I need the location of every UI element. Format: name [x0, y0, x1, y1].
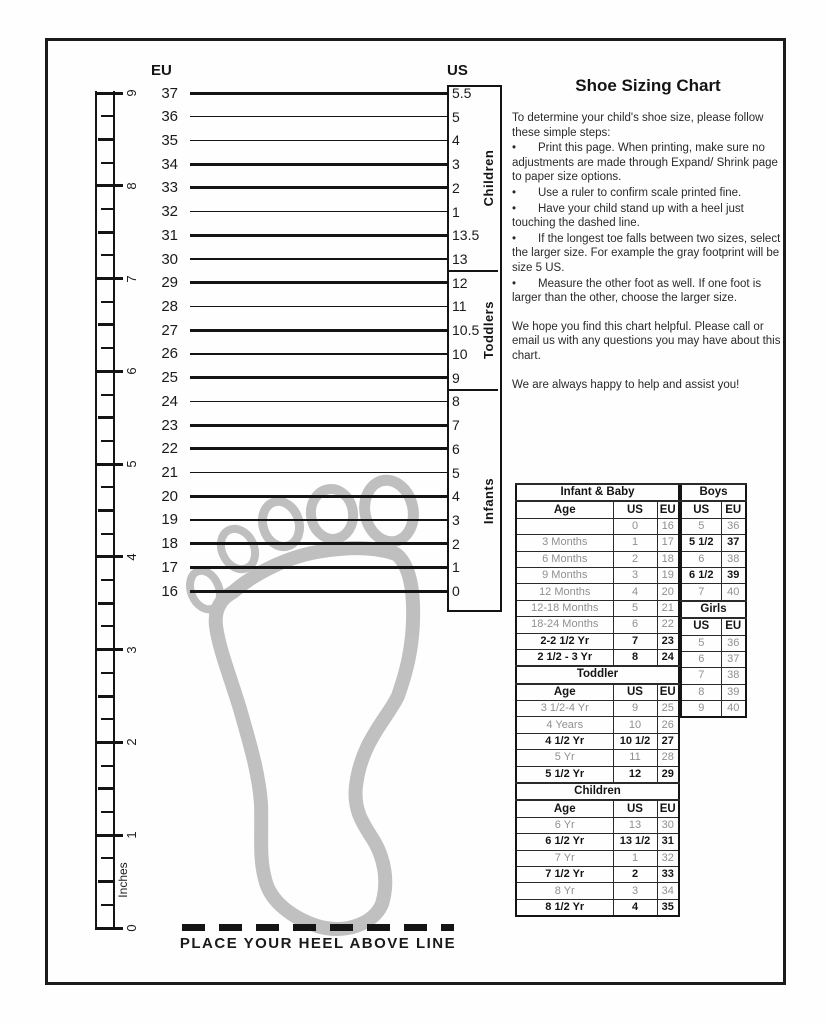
size-line-eu-35 — [190, 140, 447, 142]
heel-dashed-line — [182, 924, 454, 931]
size-line-eu-17 — [190, 566, 447, 569]
us-size-label-row-18: 2 — [452, 535, 460, 552]
ruler-number-1: 1 — [124, 831, 139, 839]
size-line-eu-16 — [190, 590, 447, 593]
table-cell: 37 — [721, 535, 746, 551]
eu-size-label-20: 20 — [161, 487, 178, 505]
table-cell: 13 1/2 — [613, 834, 657, 850]
table-cell: 39 — [721, 567, 746, 583]
table-row — [516, 817, 679, 833]
ruler-quarter-tick — [101, 208, 114, 210]
table-section-title-girls — [681, 601, 746, 618]
gray-footprint-graphic — [160, 455, 460, 945]
instruction-bullet-2: • Have your child stand up with a heel just touching the dashed line. — [512, 202, 744, 230]
us-size-label-row-34: 3 — [452, 156, 460, 173]
instructions-panel — [512, 76, 784, 393]
ruler-number-3: 3 — [124, 646, 139, 654]
table-cell: 9 Months — [516, 567, 613, 583]
table-cell: 29 — [657, 766, 679, 783]
ruler-quarter-tick — [101, 533, 114, 535]
table-cell: 4 — [613, 899, 657, 916]
ruler-quarter-tick — [101, 486, 114, 488]
header-cell-us: US — [613, 800, 657, 817]
table-cell: 8 — [613, 649, 657, 666]
instruction-bullet-3: • If the longest toe falls between two sizes, select the larger size. For example the gray footprint will be size 5 US. — [512, 232, 781, 274]
eu-size-label-22: 22 — [161, 440, 178, 458]
table-row — [516, 567, 679, 583]
table-cell: 13 — [613, 817, 657, 833]
eu-size-label-29: 29 — [161, 274, 178, 292]
eu-size-label-23: 23 — [161, 416, 178, 434]
header-cell-eu: EU — [721, 618, 746, 635]
size-line-eu-31 — [190, 234, 447, 237]
us-box-divider-0 — [449, 270, 498, 272]
table-cell: 8 Yr — [516, 883, 613, 899]
table-cell: 21 — [657, 600, 679, 616]
size-line-eu-20 — [190, 495, 447, 498]
table-header-row — [516, 501, 679, 518]
table-cell: 25 — [657, 701, 679, 717]
table-cell: 9 — [613, 701, 657, 717]
us-size-label-row-26: 10 — [452, 345, 468, 362]
us-size-label-row-24: 8 — [452, 393, 460, 410]
table-cell: 32 — [657, 850, 679, 866]
size-line-eu-30 — [190, 258, 447, 260]
us-size-label-row-22: 6 — [452, 440, 460, 457]
us-size-label-row-21: 5 — [452, 464, 460, 481]
table-cell: 3 — [613, 883, 657, 899]
age-group-label-toddlers: Toddlers — [481, 301, 496, 360]
eu-size-label-25: 25 — [161, 369, 178, 387]
table-cell: 5 — [613, 600, 657, 616]
table-cell: 8 1/2 Yr — [516, 899, 613, 916]
ruler-quarter-tick — [101, 857, 114, 859]
table-row — [681, 668, 746, 684]
instruction-bullet-0: • Print this page. When printing, make sure no adjustments are made through Expand/ Shrink page to paper size options. — [512, 142, 778, 184]
ruler-half-tick — [98, 695, 114, 698]
size-line-eu-21 — [190, 472, 447, 474]
header-cell-eu: EU — [721, 501, 746, 518]
us-size-label-row-30: 13 — [452, 251, 468, 268]
table-row — [516, 733, 679, 749]
ruler-quarter-tick — [101, 347, 114, 349]
eu-size-label-34: 34 — [161, 155, 178, 173]
table-cell: 2-2 1/2 Yr — [516, 633, 613, 649]
table-cell: 5 1/2 Yr — [516, 766, 613, 783]
table-cell: 7 — [681, 584, 721, 601]
table-header-row — [681, 618, 746, 635]
us-size-label-row-16: 0 — [452, 583, 460, 600]
ruler-major-tick-8 — [95, 184, 123, 187]
table-cell: 0 — [613, 518, 657, 534]
table-header-row — [516, 684, 679, 701]
size-line-eu-23 — [190, 424, 447, 427]
table-cell: 28 — [657, 750, 679, 766]
us-size-label-row-19: 3 — [452, 511, 460, 528]
header-cell-age: Age — [516, 501, 613, 518]
us-size-label-row-32: 1 — [452, 203, 460, 220]
ruler-number-8: 8 — [124, 182, 139, 190]
table-row — [516, 617, 679, 633]
instruction-bullet-list — [512, 141, 784, 306]
table-cell: 9 — [681, 701, 721, 718]
section-title-cell: Boys — [681, 484, 746, 501]
eu-size-label-28: 28 — [161, 297, 178, 315]
table-cell: 12-18 Months — [516, 600, 613, 616]
table-row — [516, 535, 679, 551]
table-cell: 19 — [657, 567, 679, 583]
section-title-cell: Girls — [681, 601, 746, 618]
table-cell: 6 — [613, 617, 657, 633]
table-row — [681, 535, 746, 551]
size-line-eu-22 — [190, 447, 447, 450]
table-cell: 16 — [657, 518, 679, 534]
ruler-half-tick — [98, 231, 114, 234]
table-cell: 30 — [657, 817, 679, 833]
table-cell: 6 — [681, 551, 721, 567]
ruler-number-0: 0 — [124, 924, 139, 932]
table-row — [516, 518, 679, 534]
ruler-half-tick — [98, 880, 114, 883]
eu-size-label-21: 21 — [161, 464, 178, 482]
table-cell: 36 — [721, 518, 746, 534]
eu-size-label-30: 30 — [161, 250, 178, 268]
table-header-row — [516, 800, 679, 817]
table-cell: 40 — [721, 701, 746, 718]
table-cell: 4 Years — [516, 717, 613, 733]
table-cell: 6 Months — [516, 551, 613, 567]
ruler-quarter-tick — [101, 579, 114, 581]
table-cell: 10 1/2 — [613, 733, 657, 749]
ruler-half-tick — [98, 509, 114, 512]
ruler-quarter-tick — [101, 718, 114, 720]
ruler-major-tick-2 — [95, 741, 123, 744]
ruler-quarter-tick — [101, 904, 114, 906]
age-group-label-infants: Infants — [481, 477, 496, 524]
eu-size-label-18: 18 — [161, 535, 178, 553]
ruler-quarter-tick — [101, 115, 114, 117]
eu-column-header: EU — [151, 62, 172, 79]
section-title-cell: Infant & Baby — [516, 484, 679, 501]
table-cell: 5 Yr — [516, 750, 613, 766]
table-cell — [516, 518, 613, 534]
us-size-label-row-28: 11 — [452, 298, 467, 315]
ruler-major-tick-9 — [95, 92, 123, 95]
ruler-number-6: 6 — [124, 367, 139, 375]
table-cell: 4 — [613, 584, 657, 600]
table-cell: 27 — [657, 733, 679, 749]
closing-text-2: We are always happy to help and assist you! — [512, 378, 740, 391]
eu-size-label-32: 32 — [161, 203, 178, 221]
ruler-major-tick-5 — [95, 463, 123, 466]
table-row — [516, 584, 679, 600]
page-title: Shoe Sizing Chart — [575, 76, 721, 95]
us-size-label-row-31: 13.5 — [452, 227, 480, 244]
eu-size-label-16: 16 — [161, 582, 178, 600]
bullet-icon: • — [512, 202, 517, 215]
table-cell: 18-24 Months — [516, 617, 613, 633]
table-cell: 3 Months — [516, 535, 613, 551]
table-row — [516, 866, 679, 882]
ruler-number-4: 4 — [124, 553, 139, 561]
size-line-eu-27 — [190, 329, 447, 332]
section-title-cell: Children — [516, 783, 679, 800]
table-row — [681, 551, 746, 567]
eu-size-label-31: 31 — [161, 226, 178, 244]
ruler-major-tick-0 — [95, 927, 123, 930]
table-cell: 4 1/2 Yr — [516, 733, 613, 749]
heel-instruction-label: PLACE YOUR HEEL ABOVE LINE — [179, 935, 457, 952]
size-line-eu-34 — [190, 163, 447, 166]
table-cell: 7 Yr — [516, 850, 613, 866]
ruler-quarter-tick — [101, 625, 114, 627]
table-cell: 8 — [681, 684, 721, 700]
foot-outline — [216, 548, 413, 929]
us-size-label-row-35: 4 — [452, 132, 460, 149]
header-cell-age: Age — [516, 800, 613, 817]
header-cell-us: US — [681, 618, 721, 635]
eu-size-label-24: 24 — [161, 392, 178, 410]
table-cell: 18 — [657, 551, 679, 567]
big-toe — [359, 476, 419, 547]
table-cell: 33 — [657, 866, 679, 882]
table-row — [516, 899, 679, 916]
table-cell: 22 — [657, 617, 679, 633]
table-cell: 36 — [721, 635, 746, 651]
header-cell-eu: EU — [657, 684, 679, 701]
size-conversion-tables — [515, 483, 747, 917]
table-cell: 7 1/2 Yr — [516, 866, 613, 882]
ruler-quarter-tick — [101, 301, 114, 303]
us-size-label-row-20: 4 — [452, 488, 460, 505]
size-line-eu-32 — [190, 211, 447, 213]
header-cell-eu: EU — [657, 800, 679, 817]
us-size-label-row-29: 12 — [452, 274, 468, 291]
inches-unit-label: Inches — [116, 862, 130, 898]
table-cell: 38 — [721, 551, 746, 567]
ruler-quarter-tick — [101, 672, 114, 674]
size-table-boys-girls — [680, 483, 747, 718]
ruler-quarter-tick — [101, 765, 114, 767]
table-row — [681, 567, 746, 583]
table-cell: 2 — [613, 551, 657, 567]
table-cell: 24 — [657, 649, 679, 666]
table-cell: 20 — [657, 584, 679, 600]
size-line-eu-28 — [190, 306, 447, 308]
eu-size-label-19: 19 — [161, 511, 178, 529]
table-row — [681, 635, 746, 651]
table-cell: 1 — [613, 535, 657, 551]
table-cell: 3 — [613, 567, 657, 583]
table-cell: 5 — [681, 518, 721, 534]
size-line-eu-25 — [190, 376, 447, 379]
size-line-eu-33 — [190, 186, 447, 189]
us-size-label-row-27: 10.5 — [452, 322, 480, 339]
table-row — [516, 766, 679, 783]
ruler-half-tick — [98, 416, 114, 419]
table-cell: 5 — [681, 635, 721, 651]
table-cell: 6 — [681, 651, 721, 667]
table-section-title-toddler — [516, 666, 679, 683]
ruler-quarter-tick — [101, 394, 114, 396]
table-cell: 1 — [613, 850, 657, 866]
size-line-eu-19 — [190, 519, 447, 521]
eu-size-label-26: 26 — [161, 345, 178, 363]
table-cell: 31 — [657, 834, 679, 850]
size-line-eu-37 — [190, 92, 447, 95]
table-cell: 38 — [721, 668, 746, 684]
bullet-icon: • — [512, 277, 517, 290]
eu-size-label-33: 33 — [161, 179, 178, 197]
size-line-eu-18 — [190, 542, 447, 545]
ruler-major-tick-1 — [95, 834, 123, 837]
ruler-quarter-tick — [101, 440, 114, 442]
ruler-number-2: 2 — [124, 738, 139, 747]
table-row — [516, 834, 679, 850]
table-section-title-infant-baby — [516, 484, 679, 501]
ruler-quarter-tick — [101, 254, 114, 256]
header-cell-us: US — [681, 501, 721, 518]
header-cell-age: Age — [516, 684, 613, 701]
table-row — [681, 651, 746, 667]
ruler-number-5: 5 — [124, 460, 139, 468]
ruler-half-tick — [98, 602, 114, 605]
table-row — [516, 850, 679, 866]
us-size-label-row-17: 1 — [452, 559, 460, 576]
table-cell: 35 — [657, 899, 679, 916]
table-cell: 6 Yr — [516, 817, 613, 833]
eu-size-label-35: 35 — [161, 131, 178, 149]
header-cell-us: US — [613, 501, 657, 518]
section-title-cell: Toddler — [516, 666, 679, 683]
size-table-infant-toddler-children — [515, 483, 680, 917]
us-size-label-row-25: 9 — [452, 369, 460, 386]
size-line-eu-26 — [190, 353, 447, 355]
table-row — [516, 701, 679, 717]
eu-size-label-27: 27 — [161, 321, 178, 339]
eu-size-label-37: 37 — [161, 84, 178, 102]
table-cell: 7 — [681, 668, 721, 684]
eu-size-label-17: 17 — [161, 558, 178, 576]
us-column-header: US — [447, 62, 468, 79]
ruler-left-edge — [95, 91, 97, 930]
table-row — [681, 684, 746, 700]
table-cell: 10 — [613, 717, 657, 733]
ruler-major-tick-7 — [95, 277, 123, 280]
ruler-half-tick — [98, 787, 114, 790]
ruler-major-tick-4 — [95, 555, 123, 558]
ruler-number-7: 7 — [124, 274, 139, 283]
bullet-icon: • — [512, 232, 517, 245]
table-cell: 37 — [721, 651, 746, 667]
ruler-major-tick-6 — [95, 370, 123, 373]
table-cell: 6 1/2 — [681, 567, 721, 583]
instruction-bullet-4: • Measure the other foot as well. If one foot is larger than the other, choose the larger size. — [512, 277, 762, 305]
table-cell: 5 1/2 — [681, 535, 721, 551]
table-row — [681, 584, 746, 601]
table-cell: 3 1/2-4 Yr — [516, 701, 613, 717]
table-row — [516, 883, 679, 899]
table-row — [516, 649, 679, 666]
table-cell: 12 Months — [516, 584, 613, 600]
intro-text: To determine your child's shoe size, please follow these simple steps: — [512, 112, 764, 139]
table-section-title-children — [516, 783, 679, 800]
table-row — [516, 750, 679, 766]
closing-text-1: We hope you find this chart helpful. Please call or email us with any questions you may have about this chart. — [512, 320, 781, 362]
table-row — [681, 518, 746, 534]
table-cell: 2 1/2 - 3 Yr — [516, 649, 613, 666]
table-cell: 17 — [657, 535, 679, 551]
size-line-eu-24 — [190, 401, 447, 403]
table-row — [516, 633, 679, 649]
table-cell: 26 — [657, 717, 679, 733]
table-cell: 2 — [613, 866, 657, 882]
size-line-eu-36 — [190, 116, 447, 118]
age-group-label-children: Children — [481, 149, 496, 207]
size-line-eu-29 — [190, 281, 447, 284]
table-cell: 11 — [613, 750, 657, 766]
table-cell: 34 — [657, 883, 679, 899]
us-size-label-row-23: 7 — [452, 417, 460, 434]
table-row — [681, 701, 746, 718]
header-cell-us: US — [613, 684, 657, 701]
us-size-label-row-33: 2 — [452, 179, 460, 196]
table-section-title-boys — [681, 484, 746, 501]
table-header-row — [681, 501, 746, 518]
table-cell: 6 1/2 Yr — [516, 834, 613, 850]
table-cell: 7 — [613, 633, 657, 649]
table-row — [516, 551, 679, 567]
table-cell: 39 — [721, 684, 746, 700]
table-cell: 40 — [721, 584, 746, 601]
header-cell-eu: EU — [657, 501, 679, 518]
eu-size-label-36: 36 — [161, 108, 178, 126]
ruler-number-9: 9 — [124, 89, 139, 97]
ruler-quarter-tick — [101, 811, 114, 813]
bullet-icon: • — [512, 142, 517, 155]
ruler-major-tick-3 — [95, 648, 123, 651]
table-row — [516, 600, 679, 616]
table-row — [516, 717, 679, 733]
ruler-half-tick — [98, 323, 114, 326]
ruler-quarter-tick — [101, 162, 114, 164]
table-cell: 12 — [613, 766, 657, 783]
us-size-label-row-36: 5 — [452, 108, 460, 125]
table-cell: 23 — [657, 633, 679, 649]
ruler-half-tick — [98, 138, 114, 141]
us-size-label-row-37: 5.5 — [452, 85, 472, 101]
bullet-icon: • — [512, 186, 517, 199]
instruction-bullet-1: • Use a ruler to confirm scale printed fine. — [512, 186, 742, 199]
us-box-divider-1 — [449, 389, 498, 391]
